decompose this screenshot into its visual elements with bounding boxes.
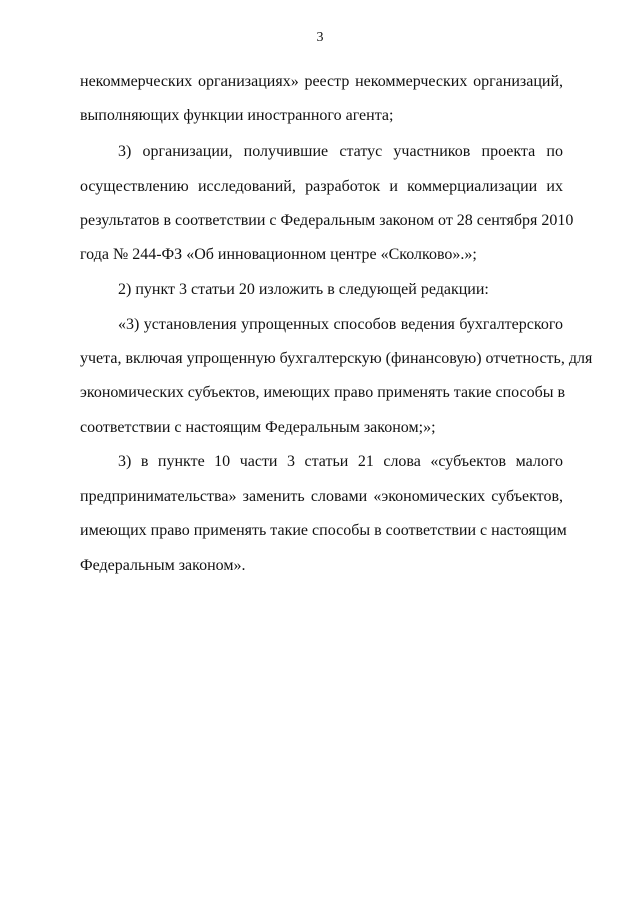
text-line: 2) пункт 3 статьи 20 изложить в следующей редакции: [118, 281, 489, 298]
text-line: 3) в пункте 10 части 3 статьи 21 слова «субъектов малого [118, 453, 563, 470]
text-line: соответствии с настоящим Федеральным законом;»; [80, 419, 436, 436]
text-line: имеющих право применять такие способы в соответствии с настоящим [80, 522, 567, 539]
text-line: экономических субъектов, имеющих право применять такие способы в [80, 384, 566, 401]
text-line: предпринимательства» заменить словами «экономических субъектов, [80, 488, 563, 505]
text-line: 3) организации, получившие статус участников проекта по [118, 143, 563, 160]
text-line: учета, включая упрощенную бухгалтерскую (финансовую) отчетность, для [80, 350, 593, 367]
text-line: года № 244-ФЗ «Об инновационном центре «Сколково».»; [80, 246, 477, 263]
text-line: результатов в соответствии с Федеральным законом от 28 сентября 2010 [80, 212, 574, 229]
text-line: «3) установления упрощенных способов ведения бухгалтерского [118, 316, 563, 333]
text-line: Федеральным законом». [80, 557, 246, 574]
page-number: 3 [316, 30, 324, 45]
text-line: некоммерческих организациях» реестр некоммерческих организаций, [80, 73, 563, 90]
text-line: осуществлению исследований, разработок и коммерциализации их [80, 178, 563, 195]
text-line: выполняющих функции иностранного агента; [80, 107, 394, 124]
